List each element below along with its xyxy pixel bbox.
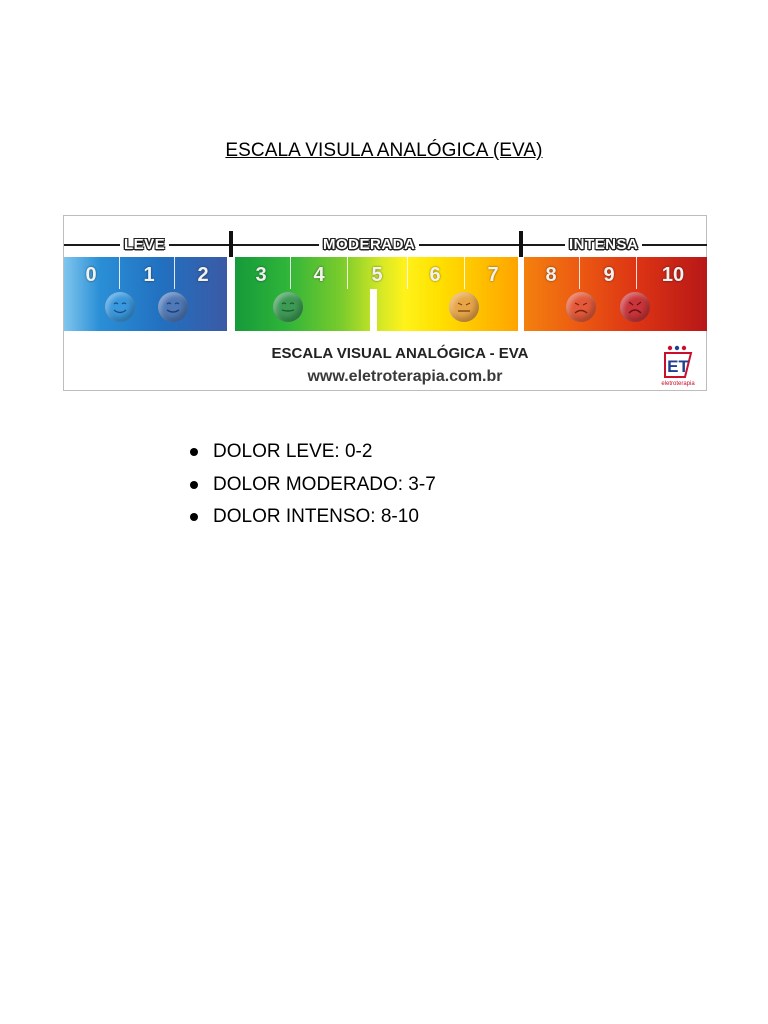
bullet-icon (190, 481, 198, 489)
scale-url: www.eletroterapia.com.br (307, 368, 503, 385)
scale-tick (407, 257, 408, 289)
bullet-icon (190, 448, 198, 456)
smiling-face-icon (158, 292, 188, 322)
scale-tick (636, 257, 637, 289)
scale-tick (119, 257, 120, 289)
svg-text:ET: ET (667, 357, 689, 376)
list-item (190, 501, 436, 534)
scale-notch (370, 289, 377, 331)
scale-number-3: 3 (255, 264, 267, 286)
pain-level-list (190, 436, 436, 534)
scale-number-5: 5 (371, 264, 383, 286)
scale-number-8: 8 (545, 264, 557, 286)
bullet-icon (190, 513, 198, 521)
sad-face-icon (566, 292, 596, 322)
list-item-text: DOLOR LEVE: 0-2 (213, 441, 373, 462)
happy-face-icon (105, 292, 135, 322)
scale-number-4: 4 (313, 264, 325, 286)
category-label-intensa: INTENSA (565, 235, 642, 255)
scale-number-2: 2 (197, 264, 209, 286)
scale-tick (347, 257, 348, 289)
list-item-text: DOLOR INTENSO: 8-10 (213, 506, 419, 527)
document-title: ESCALA VISULA ANALÓGICA (EVA) (225, 140, 543, 161)
crying-face-icon (620, 292, 650, 322)
scale-number-1: 1 (143, 264, 155, 286)
category-label-moderada: MODERADA (319, 235, 419, 255)
scale-number-10: 10 (661, 264, 685, 286)
scale-tick (579, 257, 580, 289)
scale-caption: ESCALA VISUAL ANALÓGICA - EVA (271, 345, 529, 362)
scale-number-6: 6 (429, 264, 441, 286)
scale-number-0: 0 (85, 264, 97, 286)
category-divider (519, 231, 523, 257)
svg-text:eletroterapia: eletroterapia (661, 381, 695, 387)
list-item (190, 469, 436, 502)
category-label-leve: LEVE (120, 235, 169, 255)
scale-number-9: 9 (603, 264, 615, 286)
scale-tick (290, 257, 291, 289)
slight-smile-face-icon (273, 292, 303, 322)
scale-tick (464, 257, 465, 289)
scale-number-7: 7 (487, 264, 499, 286)
eletroterapia-logo-icon (656, 344, 700, 388)
neutral-face-icon (449, 292, 479, 322)
list-item (190, 436, 436, 469)
category-divider (229, 231, 233, 257)
list-item-text: DOLOR MODERADO: 3-7 (213, 473, 436, 495)
eva-scale-image (63, 215, 707, 391)
scale-tick (174, 257, 175, 289)
